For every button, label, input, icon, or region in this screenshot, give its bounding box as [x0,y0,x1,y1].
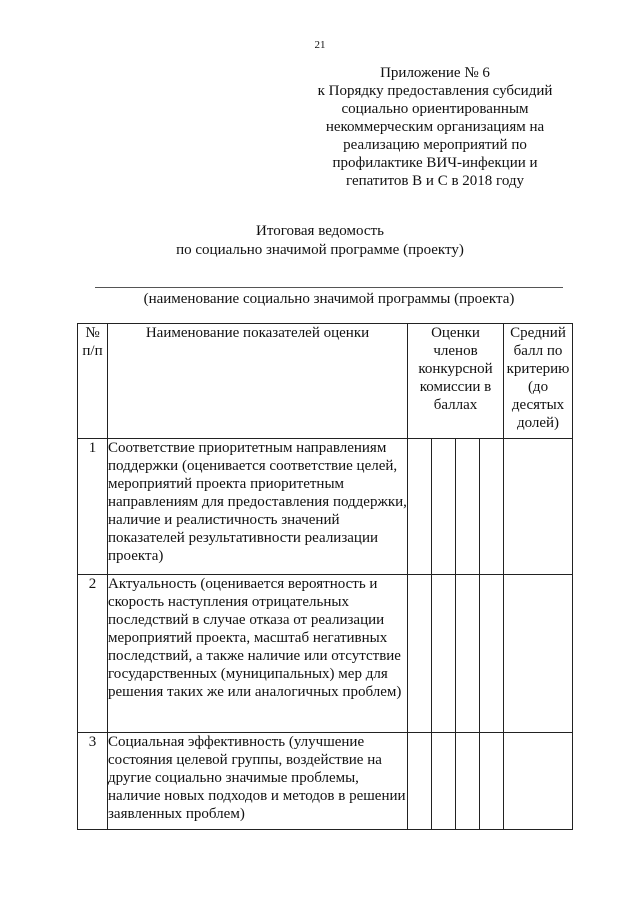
program-name-blank-line [95,287,563,288]
table-row [78,733,573,830]
score-cell[interactable] [408,439,432,575]
header-number: № п/п [78,324,108,439]
appendix-line: профилактике ВИЧ-инфекции и [332,155,538,171]
row-indicator: Соответствие приоритетным направлениям поддержки (оценивается соответствие целей, мероприятий проекта приоритетным направлениям для предоставления поддержки, наличие и реалистичность значений показателей результативности реализации проекта) [108,439,408,575]
average-cell[interactable] [504,439,573,575]
program-name-caption: (наименование социально значимой программы (проекта) [143,291,515,307]
score-cell[interactable] [480,733,504,830]
score-cell[interactable] [480,439,504,575]
score-cell[interactable] [456,575,480,733]
score-cell[interactable] [432,733,456,830]
evaluation-table [77,323,573,830]
row-number: 3 [78,733,108,830]
appendix-line: Приложение № 6 [380,65,490,81]
appendix-line: к Порядку предоставления субсидий [317,83,553,99]
page-number: 21 [314,39,326,51]
appendix-line: гепатитов В и С в 2018 году [345,173,525,189]
score-cell[interactable] [456,439,480,575]
row-number: 1 [78,439,108,575]
document-title [0,222,640,260]
score-cell[interactable] [432,439,456,575]
table-row [78,439,573,575]
document-title-line-2: по социально значимой программе (проекту) [176,242,464,258]
appendix-header [300,64,570,190]
row-indicator: Социальная эффективность (улучшение состояния целевой группы, воздействие на другие социально значимые проблемы, наличие новых подходов и методов в решении заявленных проблем) [108,733,408,830]
table-header-row [78,324,573,439]
appendix-line: реализацию мероприятий по [343,137,527,153]
row-indicator: Актуальность (оценивается вероятность и скорость наступления отрицательных последствий в случае отказа от реализации мероприятий проекта, масштаб негативных последствий, а также наличие или отсутствие государственных (муниципальных) мер для решения таких же или аналогичных проблем) [108,575,408,733]
header-scores: Оценки членов конкурсной комиссии в баллах [408,324,504,439]
table-row [78,575,573,733]
score-cell[interactable] [408,575,432,733]
header-indicator: Наименование показателей оценки [108,324,408,439]
appendix-line: некоммерческим организациям на [325,119,545,135]
row-number: 2 [78,575,108,733]
document-title-line-1: Итоговая ведомость [256,223,384,239]
average-cell[interactable] [504,575,573,733]
appendix-line: социально ориентированным [341,101,529,117]
average-cell[interactable] [504,733,573,830]
header-average: Средний балл по критерию (до десятых долей) [504,324,573,439]
score-cell[interactable] [480,575,504,733]
score-cell[interactable] [456,733,480,830]
score-cell[interactable] [432,575,456,733]
score-cell[interactable] [408,733,432,830]
